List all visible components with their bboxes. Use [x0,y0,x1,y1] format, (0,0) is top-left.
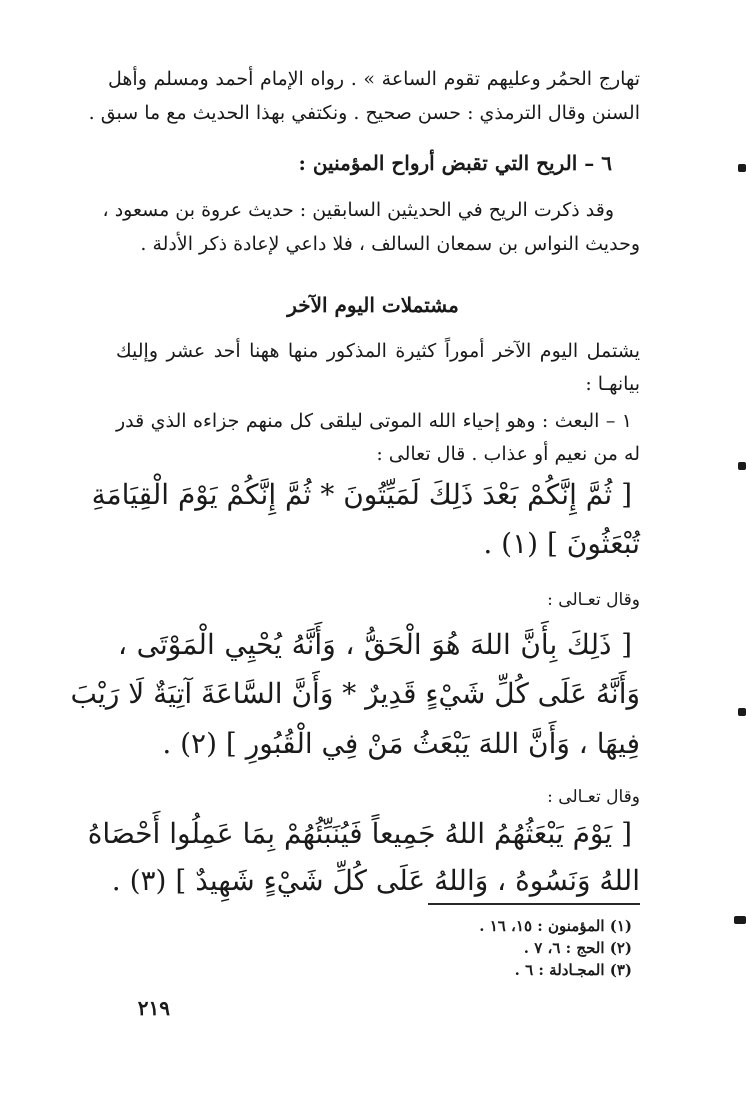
footnote-3: (٣) المجـادلة : ٦ . [514,961,632,979]
verse-1-line-1: [ ثُمَّ إِنَّكُمْ بَعْدَ ذَلِكَ لَمَيِّتُونَ * ثُمَّ إِنَّكُمْ يَوْمَ الْقِيَامَةِ [91,478,632,511]
scan-margin-mark [738,708,746,716]
verse-2-line-1: [ ذَلِكَ بِأَنَّ اللهَ هُوَ الْحَقُّ ، وَأَنَّهُ يُحْيِي الْمَوْتَى ، [118,628,632,661]
hadith-line-1: تهارج الحمُر وعليهم تقوم الساعة » . رواه الإمام أحمد ومسلم وأهل [108,68,640,90]
footnote-1: (١) المؤمنون : ١٥، ١٦ . [479,917,632,935]
scan-margin-mark [734,916,746,924]
verse-2-line-3: فِيهَا ، وَأَنَّ اللهَ يَبْعَثُ مَنْ فِي الْقُبُورِ ] (٢) . [162,727,640,760]
section-wind-line-1: وقد ذكرت الريح في الحديثين السابقين : حديث عروة بن مسعود ، [102,199,614,221]
baath-line-1: ١ – البعث : وهو إحياء الله الموتى ليلقى كل منهم جزاءه الذي قدر [116,410,632,432]
verse-2-line-2: وَأَنَّهُ عَلَى كُلِّ شَيْءٍ قَدِيرٌ * وَأَنَّ السَّاعَةَ آتِيَةٌ لَا رَيْبَ [70,677,640,710]
said-label-2: وقال تعـالى : [547,787,640,807]
scan-margin-mark [738,164,746,172]
verse-3-line-1: [ يَوْمَ يَبْعَثُهُمُ اللهُ جَمِيعاً فَيُنَبِّئُهُمْ بِمَا عَمِلُوا أَحْصَاهُ [87,817,632,850]
said-label-1: وقال تعـالى : [547,590,640,610]
verse-3-line-2: اللهُ وَنَسُوهُ ، وَاللهُ عَلَى كُلِّ شَيْءٍ شَهِيدٌ ] (٣) . [111,864,640,897]
scan-margin-mark [738,462,746,470]
intro-line-1: يشتمل اليوم الآخر أموراً كثيرة المذكور منها ههنا أحد عشر وإليك [116,340,640,362]
hadith-line-2: السنن وقال الترمذي : حسن صحيح . ونكتفي بهذا الحديث مع ما سبق . [88,102,640,124]
section-wind-line-2: وحديث النواس بن سمعان السالف ، فلا داعي لإعادة ذكر الأدلة . [140,233,640,255]
footnote-separator [428,903,640,905]
page-heading: مشتملات اليوم الآخر [287,293,459,317]
section-heading-wind: ٦ – الريح التي تقبض أرواح المؤمنين : [298,151,612,175]
page-number: ٢١٩ [137,996,170,1020]
verse-1-line-2: تُبْعَثُونَ ] (١) . [483,527,640,560]
baath-line-2: له من نعيم أو عذاب . قال تعالى : [376,443,640,465]
intro-line-2: بيانهـا : [585,373,640,395]
footnote-2: (٢) الحج : ٦، ٧ . [523,939,632,957]
